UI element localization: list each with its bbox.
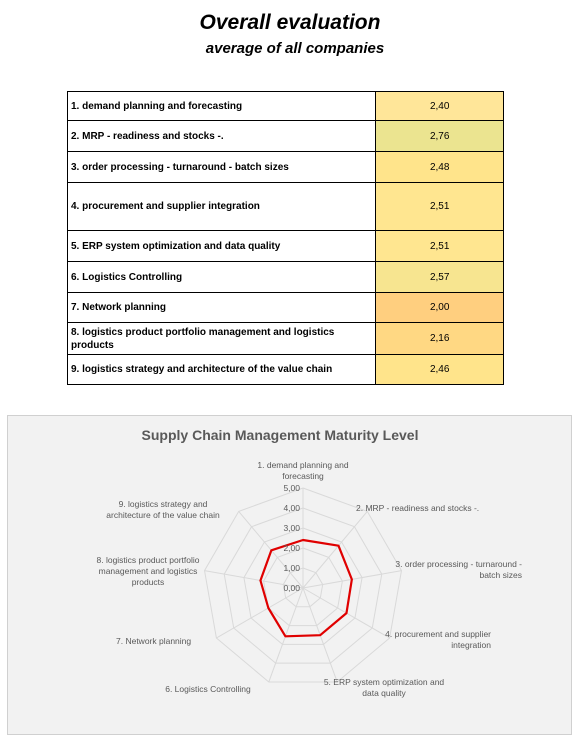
grid-spoke [303, 511, 367, 588]
category-label: 2. MRP - readiness and stocks -. [356, 503, 480, 513]
row-label: 1. demand planning and forecasting [68, 92, 376, 121]
row-value: 2,46 [376, 355, 504, 385]
row-label: 4. procurement and supplier integration [68, 183, 376, 231]
category-label: 4. procurement and supplier [385, 629, 491, 639]
row-value: 2,76 [376, 121, 504, 152]
table-row [68, 293, 504, 323]
table-row [68, 183, 504, 231]
grid-spoke [216, 588, 303, 638]
row-value: 2,48 [376, 152, 504, 183]
evaluation-table [67, 91, 504, 385]
row-label: 8. logistics product portfolio management and logistics products [68, 323, 376, 355]
row-label: 5. ERP system optimization and data quality [68, 231, 376, 262]
radar-chart [7, 415, 572, 735]
tick-label: 4,00 [283, 503, 300, 513]
row-value: 2,16 [376, 323, 504, 355]
category-label: management and logistics [98, 566, 198, 576]
row-value: 2,57 [376, 262, 504, 293]
category-label: forecasting [282, 471, 324, 481]
category-label: 9. logistics strategy and [118, 499, 208, 509]
page-title: Overall evaluation [199, 11, 381, 34]
tick-label: 0,00 [283, 583, 300, 593]
category-label: integration [451, 640, 491, 650]
category-label: 7. Network planning [116, 636, 192, 646]
table-row [68, 262, 504, 293]
row-value: 2,00 [376, 293, 504, 323]
table-row [68, 121, 504, 152]
category-label: data quality [362, 688, 406, 698]
row-label: 3. order processing - turnaround - batch sizes [68, 152, 376, 183]
table-row [68, 355, 504, 385]
category-label: 8. logistics product portfolio [96, 555, 200, 565]
row-label: 6. Logistics Controlling [68, 262, 376, 293]
table-row [68, 152, 504, 183]
row-value: 2,51 [376, 231, 504, 262]
category-label: architecture of the value chain [106, 510, 220, 520]
category-label: 6. Logistics Controlling [165, 684, 251, 694]
tick-label: 1,00 [283, 563, 300, 573]
category-label: products [131, 577, 165, 587]
row-label: 2. MRP - readiness and stocks -. [68, 121, 376, 152]
page-subtitle: average of all companies [205, 40, 385, 57]
radar-chart-svg [8, 416, 573, 736]
tick-label: 2,00 [283, 543, 300, 553]
chart-title: Supply Chain Management Maturity Level [141, 427, 419, 443]
table-row [68, 231, 504, 262]
category-label: 5. ERP system optimization and [323, 677, 445, 687]
row-value: 2,51 [376, 183, 504, 231]
row-label: 7. Network planning [68, 293, 376, 323]
category-label: 3. order processing - turnaround - [395, 559, 522, 569]
tick-label: 5,00 [283, 483, 300, 493]
table-row [68, 92, 504, 121]
tick-label: 3,00 [283, 523, 300, 533]
table-row [68, 323, 504, 355]
category-label: batch sizes [479, 570, 522, 580]
category-label: 1. demand planning and [257, 460, 349, 470]
row-label: 9. logistics strategy and architecture of the value chain [68, 355, 376, 385]
row-value: 2,40 [376, 92, 504, 121]
series-line [260, 540, 351, 636]
